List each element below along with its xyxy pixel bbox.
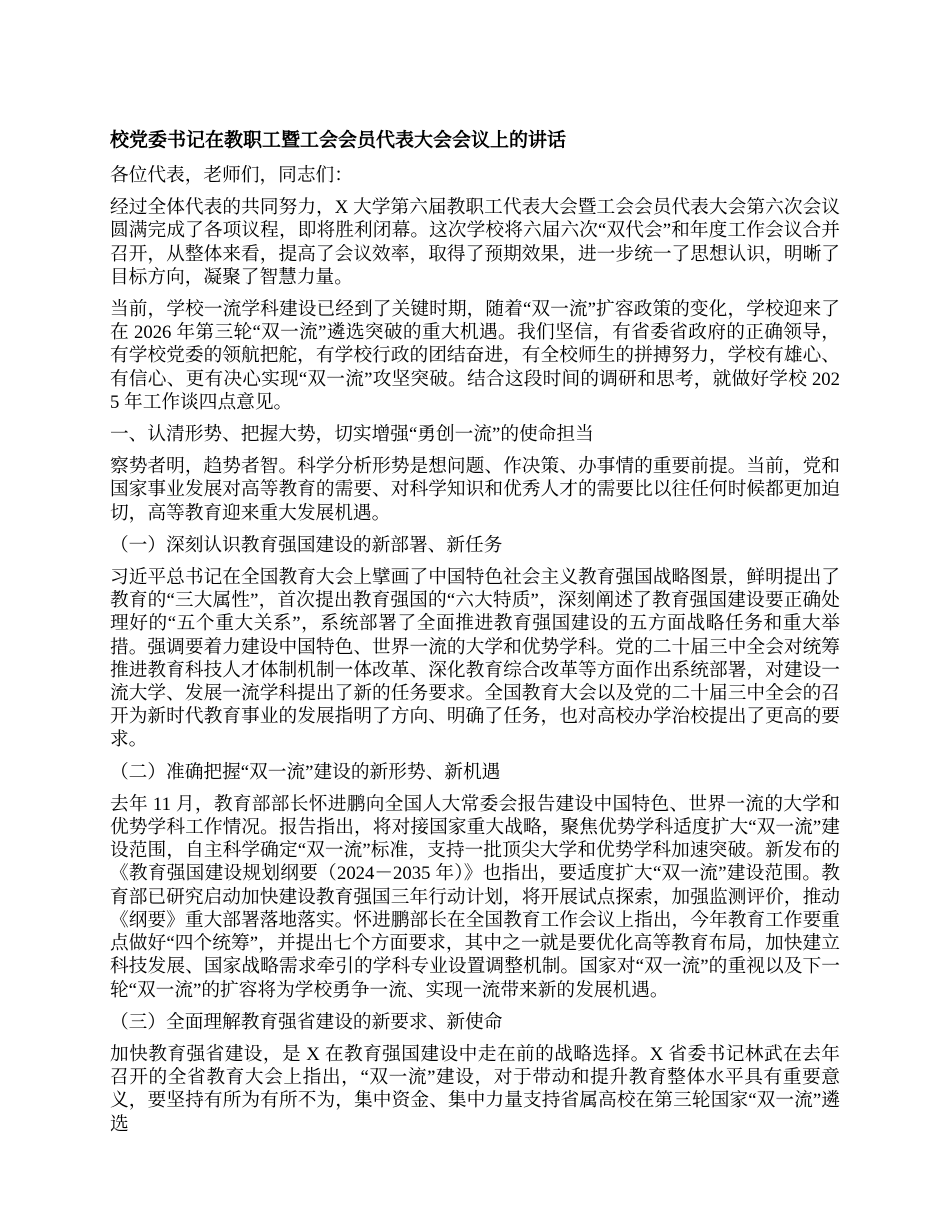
paragraph-subsection-3: 加快教育强省建设，是 X 在教育强国建设中走在前的战略选择。X 省委书记林武在去年召开的全省教育大会上指出，“双一流”建设，对于带动和提升教育整体水平具有重要意义，要坚持有所为有所不为，集中资金、集中力量支持省属高校在第三轮国家“双一流”遴选 — [110, 1043, 840, 1135]
salutation: 各位代表，老师们，同志们： — [110, 165, 353, 186]
paragraph-section-1-intro: 察势者明，趋势者智。科学分析形势是想问题、作决策、办事情的重要前提。当前，党和国家事业发展对高等教育的需要、对科学知识和优秀人才的需要比以往任何时候都更加迫切，高等教育迎来重大发展机遇。 — [110, 456, 840, 524]
subsection-heading-3: （三）全面理解教育强省建设的新要求、新使命 — [110, 1011, 503, 1033]
document-title: 校党委书记在教职工暨工会会员代表大会会议上的讲话 — [110, 130, 567, 151]
paragraph-opening: 经过全体代表的共同努力，X 大学第六届教职工代表大会暨工会会员代表大会第六次会议圆满完成了各项议程，即将胜利闭幕。这次学校将六届六次“双代会”和年度工作会议合并召开，从整体来看，提高了会议效率，取得了预期效果，进一步统一了思想认识，明晰了目标方向，凝聚了智慧力量。 — [110, 197, 840, 288]
paragraph-subsection-2: 去年 11 月，教育部部长怀进鹏向全国人大常委会报告建设中国特色、世界一流的大学和优势学科工作情况。报告指出，将对接国家重大战略，聚焦优势学科适度扩大“双一流”建设范围，自主科学确定“双一流”标准，支持一批顶尖大学和优势学科加速突破。新发布的《教育强国建设规划纲要（2024－2035 年）》也指出，要适度扩大“双一流”建设范围。教育部已研究启动加快建设教育强国三年行动计划，将开展试点探索，加强监测评价，推动《纲要》重大部署落地落实。怀进鹏部长在全国教育工作会议上指出，今年教育工作要重点做好“四个统筹”，并提出七个方面要求，其中之一就是要优化高等教育布局，加快建立科技发展、国家战略需求牵引的学科专业设置调整机制。国家对“双一流”的重视以及下一轮“双一流”的扩容将为学校勇争一流、实现一流带来新的发展机遇。 — [110, 793, 840, 1001]
subsection-heading-2: （二）准确把握“双一流”建设的新形势、新机遇 — [110, 761, 501, 783]
subsection-heading-1: （一）深刻认识教育强国建设的新部署、新任务 — [110, 534, 503, 556]
paragraph-subsection-1: 习近平总书记在全国教育大会上擘画了中国特色社会主义教育强国战略图景，鲜明提出了教育的“三大属性”，首次提出教育强国的“六大特质”，深刻阐述了教育强国建设要正确处理好的“五个重大关系”，系统部署了全面推进教育强国建设的五方面战略任务和重大举措。强调要着力建设中国特色、世界一流的大学和优势学科。党的二十届三中全会对统筹推进教育科技人才体制机制一体改革、深化教育综合改革等方面作出系统部署，对建设一流大学、发展一流学科提出了新的任务要求。全国教育大会以及党的二十届三中全会的召开为新时代教育事业的发展指明了方向、明确了任务，也对高校办学治校提出了更高的要求。 — [110, 567, 840, 751]
paragraph-situation: 当前，学校一流学科建设已经到了关键时期，随着“双一流”扩容政策的变化，学校迎来了在 2026 年第三轮“双一流”遴选突破的重大机遇。我们坚信，有省委省政府的正确领导，有学校党委的领航把舵，有学校行政的团结奋进，有全校师生的拼搏努力，学校有雄心、有信心、更有决心实现“双一流”攻坚突破。结合这段时间的调研和思考，就做好学校 2025 年工作谈四点意见。 — [110, 299, 840, 413]
section-heading-1: 一、认清形势、把握大势，切实增强“勇创一流”的使命担当 — [110, 424, 594, 446]
